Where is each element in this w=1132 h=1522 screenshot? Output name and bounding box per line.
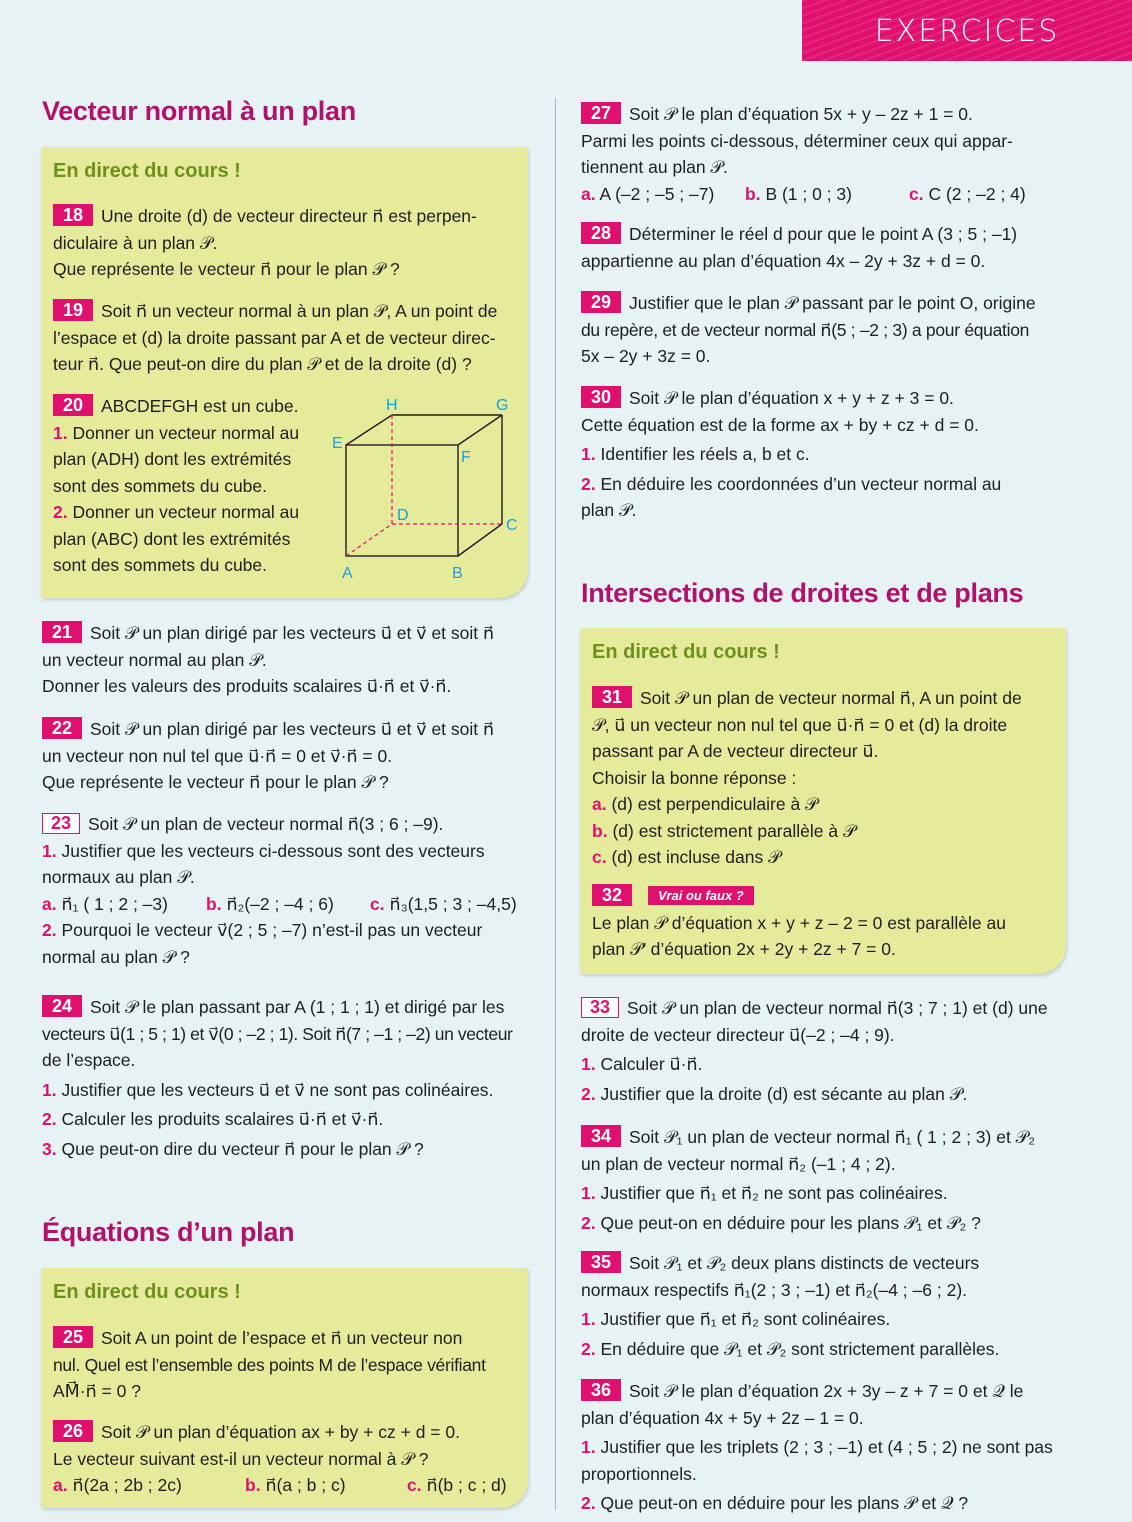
exercise-text: Choisir la bonne réponse : (592, 767, 797, 788)
exercise-21 (42, 620, 532, 700)
exercise-text: Justifier que les vecteurs u⃗ et v⃗ ne sont pas colinéaires. (61, 1079, 494, 1100)
exercise-27 (581, 101, 1071, 207)
exercise-number: 33 (581, 997, 619, 1018)
question-label: 2. (581, 1083, 596, 1104)
exercise-24 (42, 994, 532, 1162)
exercise-text: plan (ADH) dont les extrémités (53, 449, 292, 469)
option-label: a. (581, 183, 596, 204)
exercise-number: 29 (581, 291, 621, 313)
exercise-text: un vecteur non nul tel que u⃗·n⃗ = 0 et v⃗·n⃗ = 0. (42, 745, 393, 766)
option-label: a. (42, 893, 57, 914)
question-label: 1. (581, 444, 596, 464)
vertex-label-d: D (397, 507, 409, 524)
exercise-29 (581, 290, 1071, 370)
option-text: n⃗₃(1,5 ; 3 ; –4,5) (389, 893, 517, 914)
vertex-label-c: C (506, 517, 518, 534)
exercise-text: Soit 𝒫 le plan d’équation 2x + 3y – z + 7 = 0 et 𝒬 le (629, 1381, 1024, 1401)
cube-edge-bc (458, 524, 502, 556)
vertex-label-b: B (452, 565, 463, 582)
option-label: a. (592, 794, 607, 814)
exercise-22 (42, 716, 532, 796)
question-label: 2. (581, 473, 596, 494)
question-label: 2. (581, 1338, 596, 1359)
question-label: 1. (42, 840, 57, 861)
exercise-number: 35 (581, 1251, 621, 1273)
question-label: 2. (581, 1493, 596, 1513)
exercise-text: proportionnels. (581, 1463, 697, 1484)
exercise-32 (592, 883, 1062, 963)
question-label: 1. (581, 1309, 596, 1329)
exercise-text: Que peut-on dire du vecteur n⃗ pour le plan 𝒫 ? (61, 1138, 424, 1159)
section-title-equations: Équations d’un plan (42, 1217, 295, 1247)
vertex-label-g: G (496, 397, 509, 414)
section-title-vecteur-normal: Vecteur normal à un plan (42, 96, 356, 126)
exercise-text: normaux au plan 𝒫. (42, 867, 195, 887)
exercise-text: Soit 𝒫₁ et 𝒫₂ deux plans distincts de vecteurs (629, 1253, 980, 1273)
exercise-text: Soit 𝒫 le plan d’équation 5x + y – 2z + 1 = 0. (629, 104, 973, 124)
exercise-text: Justifier que la droite (d) est sécante au plan 𝒫. (600, 1083, 968, 1104)
exercise-number: 18 (53, 204, 93, 226)
option-label: b. (592, 820, 608, 841)
exercise-text: 𝒫, u⃗ un vecteur non nul tel que u⃗·n⃗ = 0 et (d) la droite (592, 714, 1008, 735)
question-label: 1. (581, 1437, 596, 1457)
exercise-number: 20 (53, 394, 93, 416)
exercise-text: Soit 𝒫 un plan de vecteur normal n⃗(3 ; 7 ; 1) et (d) une (627, 998, 1048, 1018)
cours-box-title: En direct du cours ! (592, 641, 780, 663)
exercise-text: Que représente le vecteur n⃗ pour le plan 𝒫 ? (42, 772, 389, 792)
exercise-text: Calculer u⃗·n⃗. (600, 1054, 703, 1074)
option-label: c. (370, 893, 385, 914)
exercise-35 (581, 1250, 1071, 1362)
option-label: c. (592, 847, 607, 867)
exercise-31 (592, 685, 1062, 871)
exercise-text: normal au plan 𝒫 ? (42, 946, 190, 967)
option-text: B (1 ; 0 ; 3) (765, 183, 852, 204)
exercise-text: plan (ABC) dont les extrémités (53, 528, 291, 549)
option-label: b. (206, 893, 222, 914)
exercise-text: sont des sommets du cube. (53, 555, 267, 575)
exercise-text: Soit 𝒫 un plan d’équation ax + by + cz + d = 0. (101, 1422, 460, 1442)
exercise-text: plan 𝒫’ d’équation 2x + 2y + 2z + 7 = 0. (592, 939, 896, 959)
exercise-text: En déduire que 𝒫₁ et 𝒫₂ sont strictement parallèles. (600, 1338, 1000, 1359)
exercise-text: de l’espace. (42, 1050, 136, 1070)
exercise-text: Déterminer le réel d pour que le point A (3 ; 5 ; –1) (629, 224, 1018, 244)
exercise-text: diculaire à un plan 𝒫. (53, 232, 218, 253)
exercise-text: Donner un vecteur normal au (72, 422, 300, 443)
cours-box-title: En direct du cours ! (53, 1281, 241, 1303)
cube-hidden-edge-ad (346, 524, 392, 556)
exercise-26 (53, 1419, 523, 1499)
exercise-23 (42, 811, 532, 970)
question-label: 3. (42, 1138, 57, 1159)
option-text: n⃗(b ; c ; d) (426, 1475, 507, 1495)
exercise-text: Le plan 𝒫 d’équation x + y + z – 2 = 0 est parallèle au (592, 912, 1006, 933)
option-text: (d) est strictement parallèle à 𝒫 (612, 820, 856, 841)
exercise-text: Que peut-on en déduire pour les plans 𝒫₁ et 𝒫₂ ? (600, 1212, 981, 1233)
option-label: c. (909, 183, 924, 204)
vertex-label-a: A (342, 565, 353, 582)
exercise-text: droite de vecteur directeur u⃗(–2 ; –4 ; 9). (581, 1024, 895, 1045)
exercise-text: Que représente le vecteur n⃗ pour le plan 𝒫 ? (53, 259, 400, 279)
exercise-number: 24 (42, 995, 82, 1017)
exercise-number: 28 (581, 222, 621, 244)
exercise-text: Soit A un point de l’espace et n⃗ un vecteur non (101, 1328, 463, 1348)
exercise-19 (53, 298, 523, 378)
exercise-36 (581, 1378, 1071, 1517)
exercise-number: 21 (42, 621, 82, 643)
exercise-30 (581, 385, 1071, 524)
exercise-text: nul. Quel est l’ensemble des points M de l’espace vérifiant (53, 1354, 486, 1375)
option-text: n⃗(2a ; 2b ; 2c) (72, 1475, 182, 1495)
exercise-28 (581, 221, 1071, 274)
banner-title: EXERCICES (874, 14, 1060, 49)
exercise-text: Soit 𝒫 un plan de vecteur normal n⃗, A un point de (640, 688, 1022, 708)
exercise-text: Une droite (d) de vecteur directeur n⃗ est perpen- (101, 206, 477, 226)
exercise-text: En déduire les coordonnées d’un vecteur normal au (600, 473, 1002, 494)
exercise-text: teur n⃗. Que peut-on dire du plan 𝒫 et de la droite (d) ? (53, 354, 472, 374)
question-label: 2. (581, 1212, 596, 1233)
option-text: n⃗₂(–2 ; –4 ; 6) (226, 893, 334, 914)
exercise-text: tiennent au plan 𝒫. (581, 157, 728, 177)
option-text: C (2 ; –2 ; 4) (928, 183, 1026, 204)
exercise-text: Soit 𝒫₁ un plan de vecteur normal n⃗₁ ( 1 ; 2 ; 3) et 𝒫₂ (629, 1127, 1036, 1147)
exercise-text: plan d’équation 4x + 5y + 2z – 1 = 0. (581, 1407, 864, 1428)
vertex-label-e: E (332, 435, 343, 452)
exercise-text: ABCDEFGH est un cube. (101, 396, 299, 416)
exercise-text: Justifier que les vecteurs ci-dessous sont des vecteurs (61, 840, 485, 861)
question-label: 2. (42, 920, 57, 940)
option-text: n⃗(a ; b ; c) (265, 1475, 346, 1495)
option-text: (d) est incluse dans 𝒫 (611, 847, 781, 867)
exercise-25 (53, 1325, 523, 1405)
question-label: 1. (581, 1054, 596, 1074)
exercise-text: Soit 𝒫 le plan d’équation x + y + z + 3 = 0. (629, 388, 954, 408)
exercices-banner (802, 0, 1132, 61)
exercise-text: AM⃗·n⃗ = 0 ? (53, 1381, 141, 1401)
exercise-text: plan 𝒫. (581, 500, 637, 520)
vertex-label-h: H (386, 397, 398, 414)
option-label: b. (745, 183, 761, 204)
option-text: A (–2 ; –5 ; –7) (599, 183, 715, 204)
option-label: a. (53, 1475, 68, 1495)
exercise-text: Justifier que les triplets (2 ; 3 ; –1) et (4 ; 5 ; 2) ne sont pas (600, 1437, 1053, 1457)
exercise-text: 5x – 2y + 3z = 0. (581, 346, 711, 366)
option-text: n⃗₁ ( 1 ; 2 ; –3) (61, 893, 168, 914)
exercise-number: 34 (581, 1125, 621, 1147)
exercise-20 (53, 393, 323, 579)
exercise-number: 30 (581, 386, 621, 408)
exercise-text: Soit n⃗ un vecteur normal à un plan 𝒫, A un point de (101, 301, 498, 321)
exercise-number: 32 (592, 884, 632, 906)
question-label: 1. (581, 1183, 596, 1203)
exercise-text: Donner un vecteur normal au (72, 502, 300, 522)
exercise-text: passant par A de vecteur directeur u⃗. (592, 741, 879, 761)
exercise-number: 19 (53, 299, 93, 321)
exercise-text: vecteurs u⃗(1 ; 5 ; 1) et v⃗(0 ; –2 ; 1). Soit n⃗(7 ; –1 ; –2) un vecteur (42, 1023, 513, 1044)
column-divider (555, 98, 556, 1510)
exercise-text: sont des sommets du cube. (53, 475, 267, 496)
exercise-text: du repère, et de vecteur normal n⃗(5 ; –2 ; 3) a pour équation (581, 319, 1030, 340)
exercise-number: 27 (581, 102, 621, 124)
exercise-number: 36 (581, 1379, 621, 1401)
exercise-text: Justifier que le plan 𝒫 passant par le point O, origine (629, 293, 1036, 313)
cube-edge-fg (458, 415, 502, 445)
exercise-text: Soit 𝒫 un plan dirigé par les vecteurs u⃗ et v⃗ et soit n⃗ (90, 623, 495, 643)
exercise-text: Soit 𝒫 un plan de vecteur normal n⃗(3 ; 6 ; –9). (88, 814, 444, 834)
section-title-intersections: Intersections de droites et de plans (581, 578, 1024, 608)
question-label: 2. (42, 1109, 57, 1129)
exercise-text: appartienne au plan d’équation 4x – 2y + 3z + d = 0. (581, 250, 986, 271)
exercise-text: Cette équation est de la forme ax + by + cz + d = 0. (581, 414, 979, 435)
question-label: 2. (53, 502, 68, 522)
exercise-number: 23 (42, 813, 80, 834)
option-label: b. (245, 1475, 261, 1495)
vertex-label-f: F (461, 449, 471, 466)
exercise-text: un vecteur normal au plan 𝒫. (42, 649, 267, 670)
cube-figure (328, 390, 528, 585)
exercise-33 (581, 995, 1071, 1107)
exercise-text: Soit 𝒫 un plan dirigé par les vecteurs u⃗ et v⃗ et soit n⃗ (90, 719, 495, 739)
exercise-text: Donner les valeurs des produits scalaires u⃗·n⃗ et v⃗·n⃗. (42, 676, 452, 696)
exercise-text: Pourquoi le vecteur v⃗(2 ; 5 ; –7) n’est-il pas un vecteur (61, 920, 483, 940)
exercise-text: Soit 𝒫 le plan passant par A (1 ; 1 ; 1) et dirigé par les (90, 997, 505, 1017)
exercise-number: 22 (42, 717, 82, 739)
question-label: 1. (42, 1079, 57, 1100)
cours-box-title: En direct du cours ! (53, 160, 241, 182)
exercise-text: un plan de vecteur normal n⃗₂ (–1 ; 4 ; 2). (581, 1153, 896, 1174)
exercise-number: 31 (592, 686, 632, 708)
exercise-text: Justifier que n⃗₁ et n⃗₂ sont colinéaires. (600, 1309, 891, 1329)
exercise-text: Justifier que n⃗₁ et n⃗₂ ne sont pas colinéaires. (600, 1183, 948, 1203)
exercise-number: 26 (53, 1420, 93, 1442)
exercise-text: normaux respectifs n⃗₁(2 ; 3 ; –1) et n⃗₂(–4 ; –6 ; 2). (581, 1279, 968, 1300)
question-label: 1. (53, 422, 68, 443)
option-label: c. (407, 1475, 422, 1495)
exercise-text: Le vecteur suivant est-il un vecteur normal à 𝒫 ? (53, 1448, 429, 1469)
option-text: (d) est perpendiculaire à 𝒫 (611, 794, 818, 814)
exercise-text: Parmi les points ci-dessous, déterminer ceux qui appar- (581, 130, 1013, 151)
exercise-18 (53, 203, 523, 283)
exercise-number: 25 (53, 1326, 93, 1348)
exercise-text: Que peut-on en déduire pour les plans 𝒫 et 𝒬 ? (600, 1493, 969, 1513)
exercise-text: Identifier les réels a, b et c. (600, 444, 810, 464)
vrai-ou-faux-badge: Vrai ou faux ? (648, 886, 754, 905)
exercise-text: l’espace et (d) la droite passant par A et de vecteur direc- (53, 327, 496, 348)
exercise-text: Calculer les produits scalaires u⃗·n⃗ et v⃗·n⃗. (61, 1109, 384, 1129)
exercise-34 (581, 1124, 1071, 1236)
cube-front-face (346, 445, 458, 556)
cube-edge-eh (346, 415, 392, 445)
